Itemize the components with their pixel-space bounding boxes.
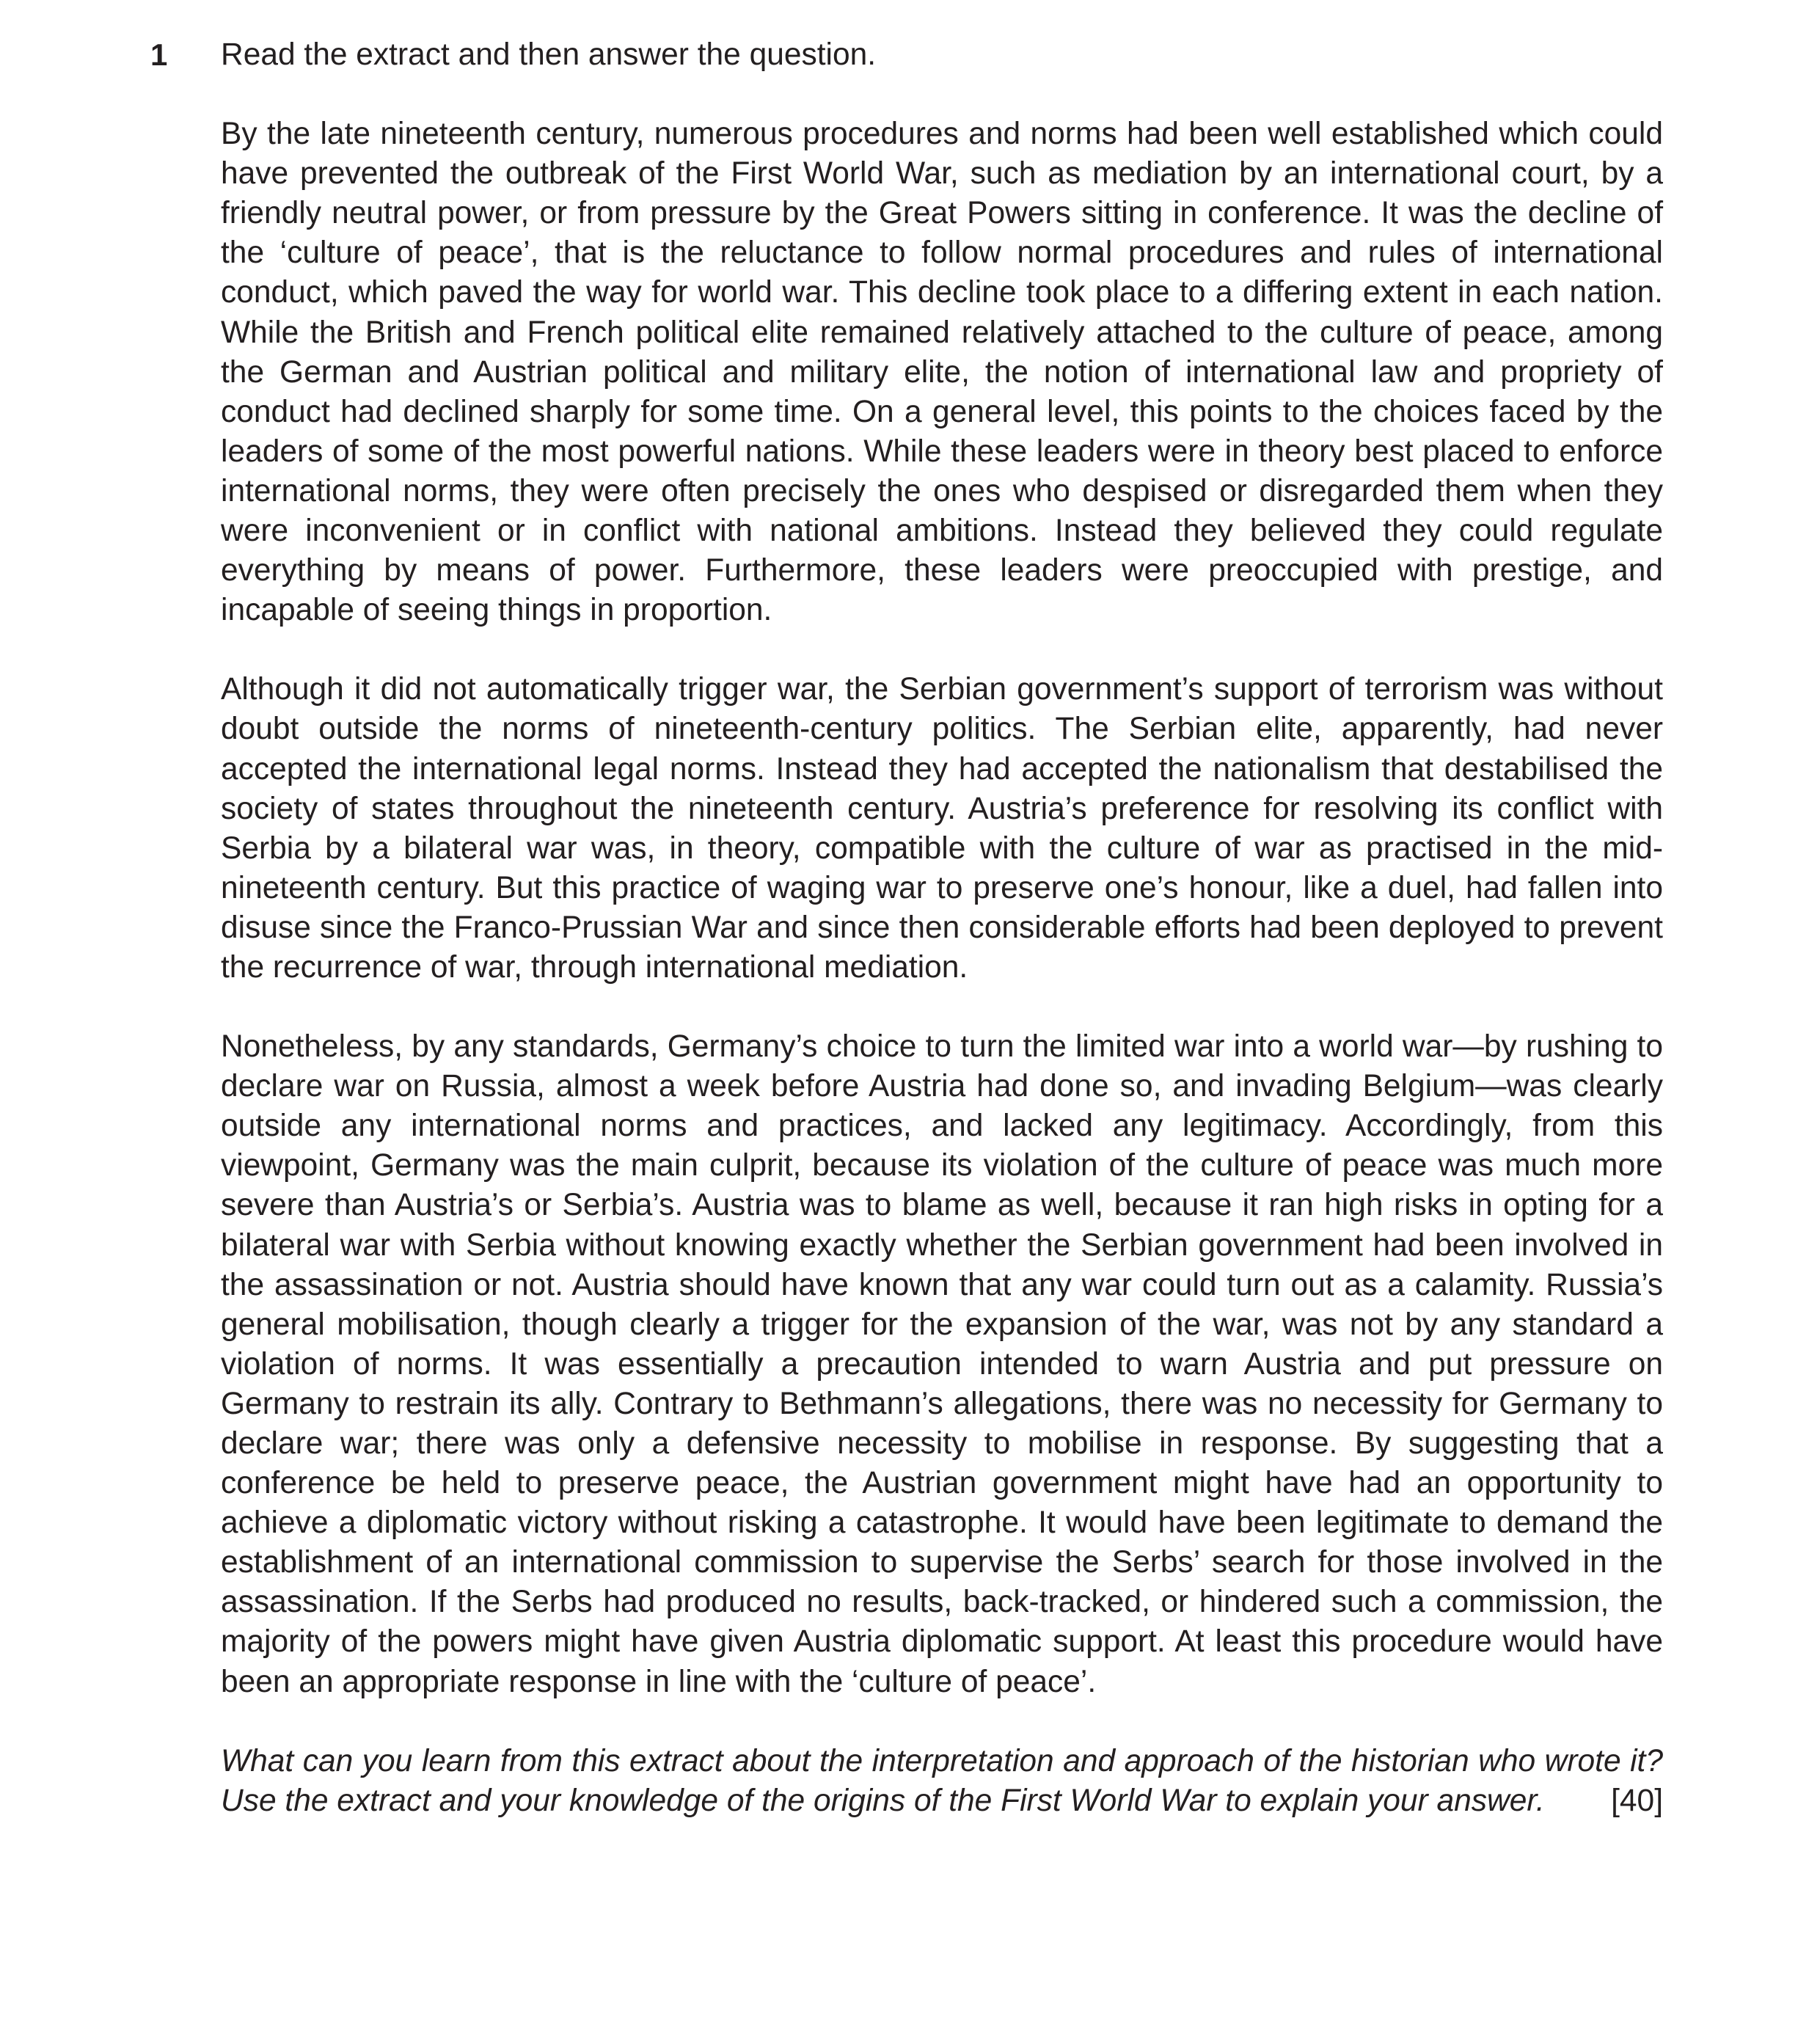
- question-prompt: [221, 1742, 1663, 1821]
- question-number: 1: [150, 37, 168, 72]
- extract-paragraph: By the late nineteenth century, numerous procedures and norms had been well established which could have prevented the outbreak of the First World War, such as mediation by an international court, by a friendly neutral power, or from pressure by the Great Powers sitting in conference. It was the decline of the ‘culture of peace’, that is the reluctance to follow normal procedures and rules of international conduct, which paved the way for world war. This decline took place to a differing extent in each nation. While the British and French political elite remained relatively attached to the culture of peace, among the German and Austrian political and military elite, the notion of international law and propriety of conduct had declined sharply for some time. On a general level, this points to the choices faced by the leaders of some of the most powerful nations. While these leaders were in theory best placed to enforce international norms, they were often precisely the ones who despised or disregarded them when they were inconvenient or in conflict with national ambitions. Instead they believed they could regulate everything by means of power. Furthermore, these leaders were preoccupied with prestige, and incapable of seeing things in proportion.: [221, 117, 1663, 628]
- question-prompt-text: What can you learn from this extract about the interpretation and approach of the historian who wrote it? Use the extract and your knowledge of the origins of the First World War to explain your answer.: [221, 1743, 1663, 1818]
- extract-paragraph: Nonetheless, by any standards, Germany’s choice to turn the limited war into a world war—by rushing to declare war on Russia, almost a week before Austria had done so, and invading Belgium—was clearly outside any international norms and practices, and lacked any legitimacy. Accordingly, from this viewpoint, Germany was the main culprit, because its violation of the culture of peace was much more severe than Austria’s or Serbia’s. Austria was to blame as well, because it ran high risks in opting for a bilateral war with Serbia without knowing exactly whether the Serbian government had been involved in the assassination or not. Austria should have known that any war could turn out as a calamity. Russia’s general mobilisation, though clearly a trigger for the expansion of the war, was not by any standard a violation of norms. It was essentially a precaution intended to warn Austria and put pressure on Germany to restrain its ally. Contrary to Bethmann’s allegations, there was no necessity for Germany to declare war; there was only a defensive necessity to mobilise in response. By suggesting that a conference be held to preserve peace, the Austrian government might have had an opportunity to achieve a diplomatic victory without risking a catastrophe. It would have been legitimate to demand the establishment of an international commission to supervise the Serbs’ search for those involved in the assassination. If the Serbs had produced no results, back-tracked, or hindered such a commission, the majority of the powers might have given Austria diplomatic support. At least this procedure would have been an appropriate response in line with the ‘culture of peace’.: [221, 1029, 1663, 1699]
- question-content: [221, 35, 1663, 1821]
- extract-paragraph: Although it did not automatically trigger war, the Serbian government’s support of terrorism was without doubt outside the norms of nineteenth-century politics. The Serbian elite, apparently, had never accepted the international legal norms. Instead they had accepted the nationalism that destabilised the society of states throughout the nineteenth century. Austria’s preference for resolving its conflict with Serbia by a bilateral war was, in theory, compatible with the culture of war as practised in the mid-nineteenth century. But this practice of waging war to preserve one’s honour, like a duel, had fallen into disuse since the Franco-Prussian War and since then considerable efforts had been deployed to prevent the recurrence of war, through international mediation.: [221, 672, 1663, 985]
- question-instruction: Read the extract and then answer the question.: [221, 37, 877, 72]
- marks-allocation: [40]: [1611, 1783, 1663, 1818]
- extract: [221, 114, 1663, 1702]
